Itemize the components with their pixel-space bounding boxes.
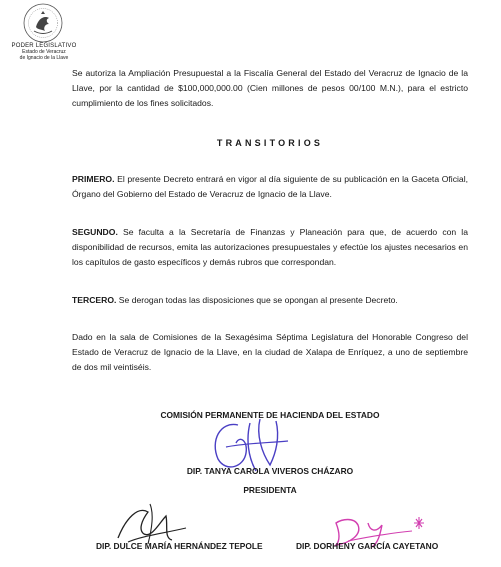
dado-paragraph: Dado en la sala de Comisiones de la Sexagésima Séptima Legislatura del Honorable Congreso del Estado de Veracruz de Ignacio de la Llave, en la ciudad de Xalapa de Enríquez, a uno de septiembre de dos mil veintiséis.	[72, 332, 468, 372]
org-name: PODER LEGISLATIVO	[11, 43, 77, 49]
tercero-paragraph	[72, 293, 468, 308]
primero-paragraph	[72, 172, 468, 202]
intro-paragraph: Se autoriza la Ampliación Presupuestal a la Fiscalía General del Estado del Veracruz de Ignacio de la Llave, por la cantidad de $100,000,000.00 (Cien millones de pesos 00/100 M.N.), para el estricto cumplimiento de los fines solicitados.	[72, 68, 468, 108]
tercero-label: TERCERO.	[72, 295, 117, 305]
org-state-full: de Ignacio de la Llave	[19, 55, 69, 61]
commission-title: COMISIÓN PERMANENTE DE HACIENDA DEL ESTADO	[160, 410, 380, 420]
president-role: PRESIDENTA	[243, 485, 297, 495]
member-left-name: DIP. DULCE MARÍA HERNÁNDEZ TEPOLE	[96, 541, 263, 551]
transitorios-heading: TRANSITORIOS	[216, 138, 324, 148]
member-right-name: DIP. DORHENY GARCÍA CAYETANO	[296, 541, 439, 551]
segundo-label: SEGUNDO.	[72, 227, 118, 237]
segundo-text: Se faculta a la Secretaría de Finanzas y Planeación para que, de acuerdo con la disponibilidad de recursos, emita las autorizaciones presupuestales y efectúe los ajustes necesarios en los capítulos de gasto específicos y demás rubros que correspondan.	[72, 227, 468, 267]
segundo-paragraph	[72, 225, 468, 270]
coat-of-arms-icon	[22, 2, 64, 44]
legislative-power-label	[6, 43, 82, 61]
primero-label: PRIMERO.	[72, 174, 115, 184]
tercero-text: Se derogan todas las disposiciones que se opongan al presente Decreto.	[116, 295, 398, 305]
president-name: DIP. TANYA CAROLA VIVEROS CHÁZARO	[186, 466, 354, 476]
org-state: Estado de Veracruz	[22, 49, 66, 55]
primero-text: El presente Decreto entrará en vigor al día siguiente de su publicación en la Gaceta Oficial, Órgano del Gobierno del Estado de Veracruz de Ignacio de la Llave.	[72, 174, 468, 199]
